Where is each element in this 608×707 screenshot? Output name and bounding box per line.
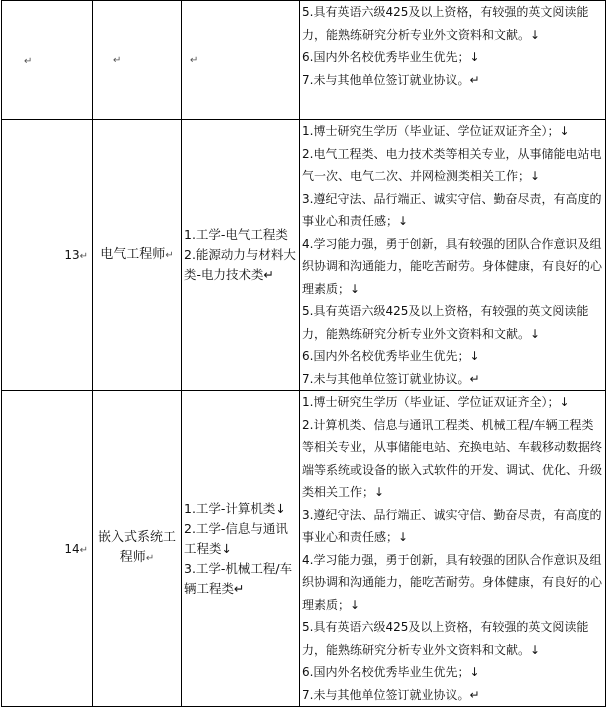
job-requirements-table <box>1 0 606 707</box>
requirement-item: 4.学习能力强，勇于创新，具有较强的团队合作意识及组织协调和沟通能力，能吃苦耐劳。身体健康，有良好的心理素质；↓ <box>302 552 603 612</box>
return-mark: ↵ <box>24 56 33 67</box>
requirement-item: 3.遵纪守法、品行端正、诚实守信、勤奋尽责，有高度的事业心和责任感；↓ <box>302 507 602 544</box>
requirements-cell <box>300 391 606 707</box>
requirement-item: 7.未与其他单位签订就业协议。↵ <box>302 371 480 386</box>
requirement-item: 6.国内外名校优秀毕业生优先；↓ <box>302 50 480 64</box>
requirement-item: 5.具有英语六级425及以上资格，有较强的英文阅读能力，能熟练研究分析专业外文资料和文献。↓ <box>302 5 589 42</box>
position-cell <box>93 391 182 707</box>
major-item: 1.工学-电气工程类 <box>184 227 288 242</box>
requirements-cell <box>300 120 606 391</box>
major-item: 1.工学-计算机类↓ <box>184 500 286 516</box>
requirement-item: 5.具有英语六级425及以上资格，有较强的英文阅读能力，能熟练研究分析专业外文资料和文献。↓ <box>302 620 589 657</box>
row-number: 14 <box>64 541 80 556</box>
majors-cell <box>182 1 300 120</box>
majors-cell <box>182 120 300 391</box>
row-number: 13 <box>64 248 80 262</box>
row-number-cell <box>2 391 93 707</box>
return-mark: ↵ <box>145 553 155 564</box>
requirement-item: 6.国内外名校优秀毕业生优先；↓ <box>302 349 480 363</box>
table-body <box>2 1 606 707</box>
table-row <box>2 391 606 707</box>
requirement-item: 1.博士研究生学历（毕业证、学位证双证齐全）；↓ <box>302 124 570 138</box>
requirement-item: 5.具有英语六级425及以上资格，有较强的英文阅读能力，能熟练研究分析专业外文资料和文献。↓ <box>302 304 589 341</box>
return-mark: ↵ <box>79 544 88 556</box>
return-mark: ↵ <box>113 54 122 66</box>
table-row <box>2 1 606 120</box>
position-title: 嵌入式系统工程师 <box>97 530 176 565</box>
requirement-item: 7.未与其他单位签订就业协议。↵ <box>302 687 480 702</box>
requirement-item: 2.电气工程类、电力技术类等相关专业，从事储能电站电气一次、电气二次、并网检测类相关工作；↓ <box>302 146 602 183</box>
return-mark: ↵ <box>190 55 199 66</box>
majors-cell <box>182 391 300 707</box>
table-row <box>2 120 606 391</box>
major-item: 3.工学-机械工程/车辆工程类↵ <box>184 560 293 596</box>
requirement-item: 7.未与其他单位签订就业协议。↵ <box>302 72 480 87</box>
requirements-cell <box>300 1 606 120</box>
row-number-cell <box>2 1 93 120</box>
position-title: 电气工程师 <box>100 246 166 262</box>
requirement-item: 2.计算机类、信息与通讯工程类、机械工程/车辆工程类等相关专业，从事储能电站、充换电站、车载移动数据终端等系统或设备的嵌入式软件的开发、调试、优化、升级类相关工作；↓ <box>302 417 603 499</box>
requirement-item: 1.博士研究生学历（毕业证、学位证双证齐全）；↓ <box>302 395 570 409</box>
position-cell <box>93 120 182 391</box>
row-number-cell <box>2 120 93 391</box>
return-mark: ↵ <box>165 249 174 261</box>
requirement-item: 6.国内外名校优秀毕业生优先；↓ <box>302 665 480 679</box>
major-item: 2.能源动力与材料大类-电力技术类↵ <box>184 247 296 282</box>
requirement-item: 4.学习能力强，勇于创新，具有较强的团队合作意识及组织协调和沟通能力，能吃苦耐劳。身体健康，有良好的心理素质；↓ <box>302 236 603 296</box>
return-mark: ↵ <box>79 251 88 262</box>
requirement-item: 3.遵纪守法、品行端正、诚实守信、勤奋尽责，有高度的事业心和责任感；↓ <box>302 191 602 228</box>
position-cell <box>93 1 182 120</box>
major-item: 2.工学-信息与通讯工程类↓ <box>184 520 288 556</box>
